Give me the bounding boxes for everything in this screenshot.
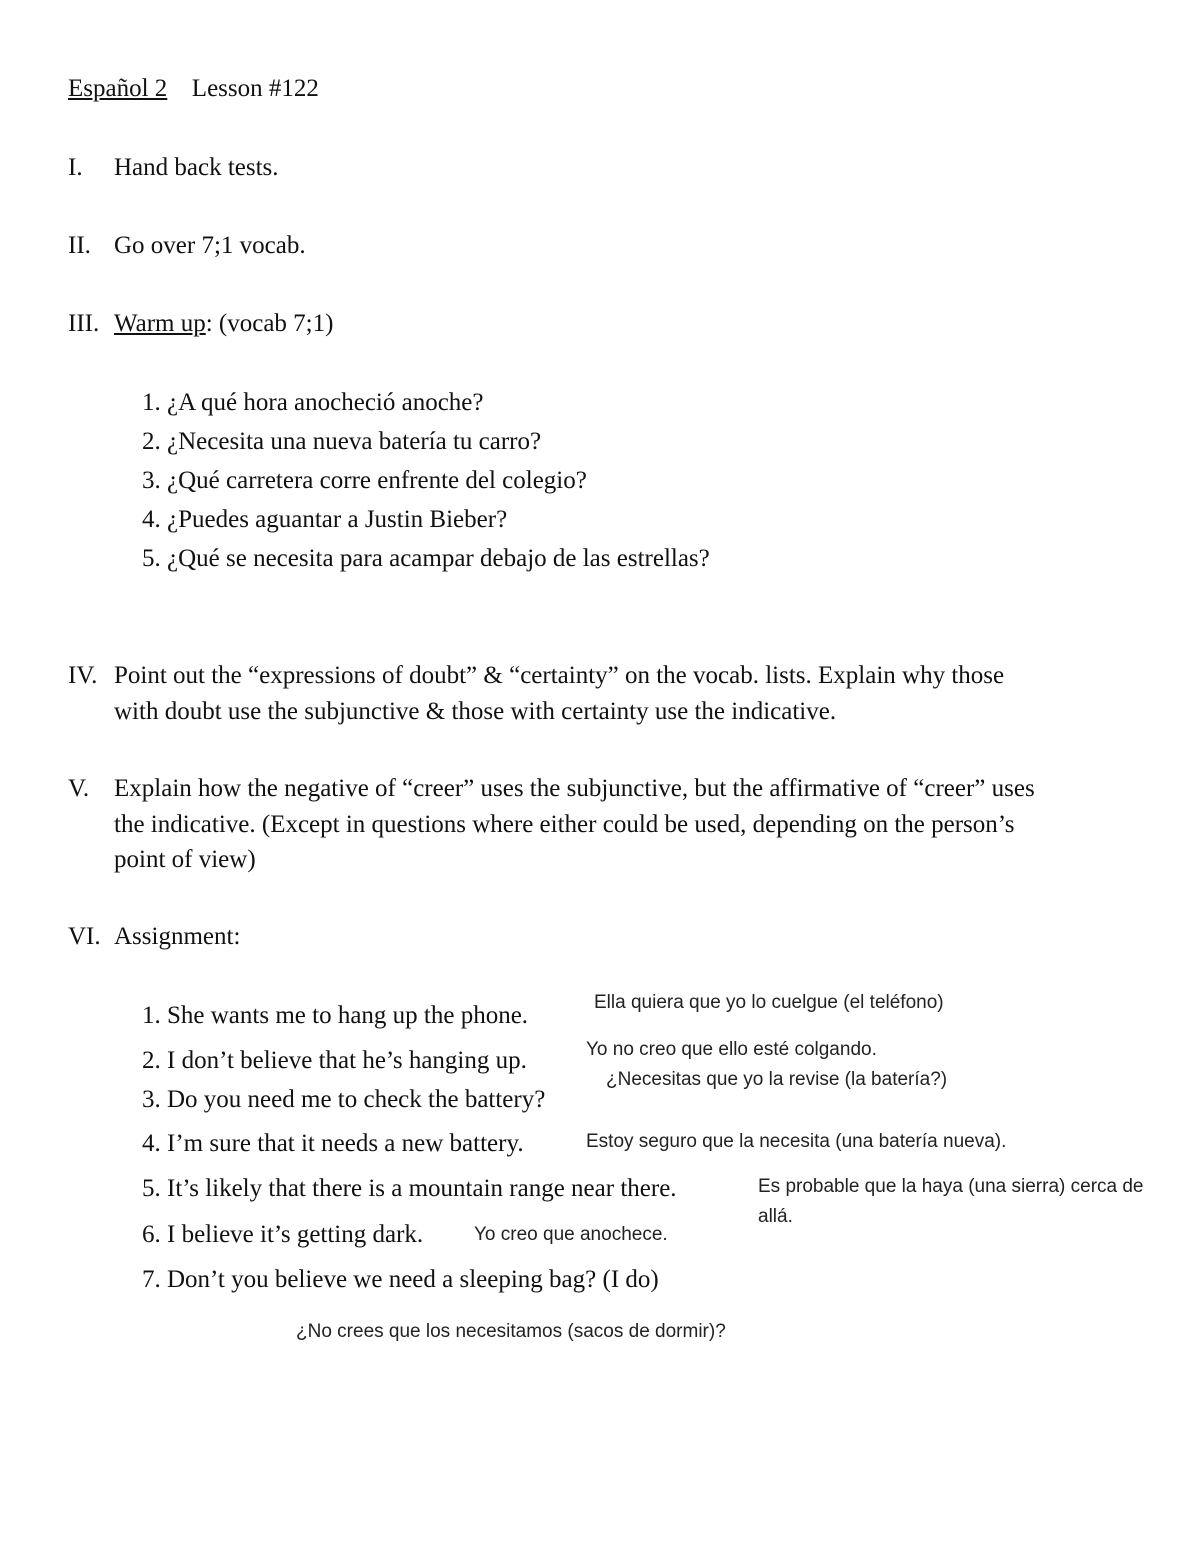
- answer-7: ¿No crees que los necesitamos (sacos de dormir)?: [296, 1321, 726, 1342]
- section-text: Point out the “expressions of doubt” & “certainty” on the vocab. lists. Explain why those: [114, 662, 1005, 689]
- warmup-item: 3. ¿Qué carretera corre enfrente del colegio?: [142, 467, 587, 494]
- section-numeral: IV.: [68, 662, 98, 689]
- section-numeral: VI.: [68, 923, 101, 950]
- answer-3: ¿Necesitas que yo la revise (la batería?): [606, 1069, 948, 1090]
- section-numeral: I.: [68, 154, 83, 181]
- answer-6: Yo creo que anochece.: [474, 1224, 668, 1245]
- answer-2: Yo no creo que ello esté colgando.: [586, 1039, 877, 1060]
- section-5-line-2: the indicative. (Except in questions where either could be used, depending on the person’s: [114, 811, 1015, 838]
- section-3: [68, 309, 333, 339]
- answer-5-line-2: allá.: [758, 1206, 793, 1227]
- section-numeral: V.: [68, 775, 90, 802]
- page-title: [68, 74, 319, 104]
- section-text: : (vocab 7;1): [205, 310, 334, 337]
- section-4: [68, 661, 1004, 691]
- warmup-item: 5. ¿Qué se necesita para acampar debajo de las estrellas?: [142, 545, 710, 572]
- assignment-item: 2. I don’t believe that he’s hanging up.: [142, 1047, 527, 1074]
- section-numeral: II.: [68, 232, 91, 259]
- section-1: [68, 153, 279, 183]
- assignment-item: 5. It’s likely that there is a mountain range near there.: [142, 1175, 677, 1202]
- section-5-line-3: point of view): [114, 846, 256, 873]
- section-text: Hand back tests.: [114, 154, 279, 181]
- warmup-item: 4. ¿Puedes aguantar a Justin Bieber?: [142, 506, 508, 533]
- assignment-item: 1. She wants me to hang up the phone.: [142, 1002, 529, 1029]
- section-text: Go over 7;1 vocab.: [114, 232, 306, 259]
- course-title: Español 2: [68, 75, 168, 102]
- answer-5-line-1: Es probable que la haya (una sierra) cerca de: [758, 1176, 1144, 1197]
- section-5: [68, 774, 1035, 804]
- lesson-number: Lesson #122: [191, 75, 319, 102]
- warmup-item: 1. ¿A qué hora anocheció anoche?: [142, 389, 484, 416]
- assignment-item: 3. Do you need me to check the battery?: [142, 1086, 546, 1113]
- section-text: Assignment:: [114, 923, 241, 950]
- warmup-item: 2. ¿Necesita una nueva batería tu carro?: [142, 428, 542, 455]
- assignment-item: 6. I believe it’s getting dark.: [142, 1221, 424, 1248]
- section-6: [68, 922, 240, 952]
- assignment-item: 4. I’m sure that it needs a new battery.: [142, 1130, 524, 1157]
- section-numeral: III.: [68, 310, 100, 337]
- section-text: Explain how the negative of “creer” uses the subjunctive, but the affirmative of “creer” uses: [114, 775, 1035, 802]
- assignment-item: 7. Don’t you believe we need a sleeping bag? (I do): [142, 1266, 659, 1293]
- answer-4: Estoy seguro que la necesita (una batería nueva).: [586, 1131, 1007, 1152]
- section-2: [68, 231, 306, 261]
- answer-1: Ella quiera que yo lo cuelgue (el teléfono): [594, 992, 944, 1013]
- section-4-line-2: with doubt use the subjunctive & those with certainty use the indicative.: [114, 698, 837, 725]
- warmup-label: Warm up: [114, 310, 206, 337]
